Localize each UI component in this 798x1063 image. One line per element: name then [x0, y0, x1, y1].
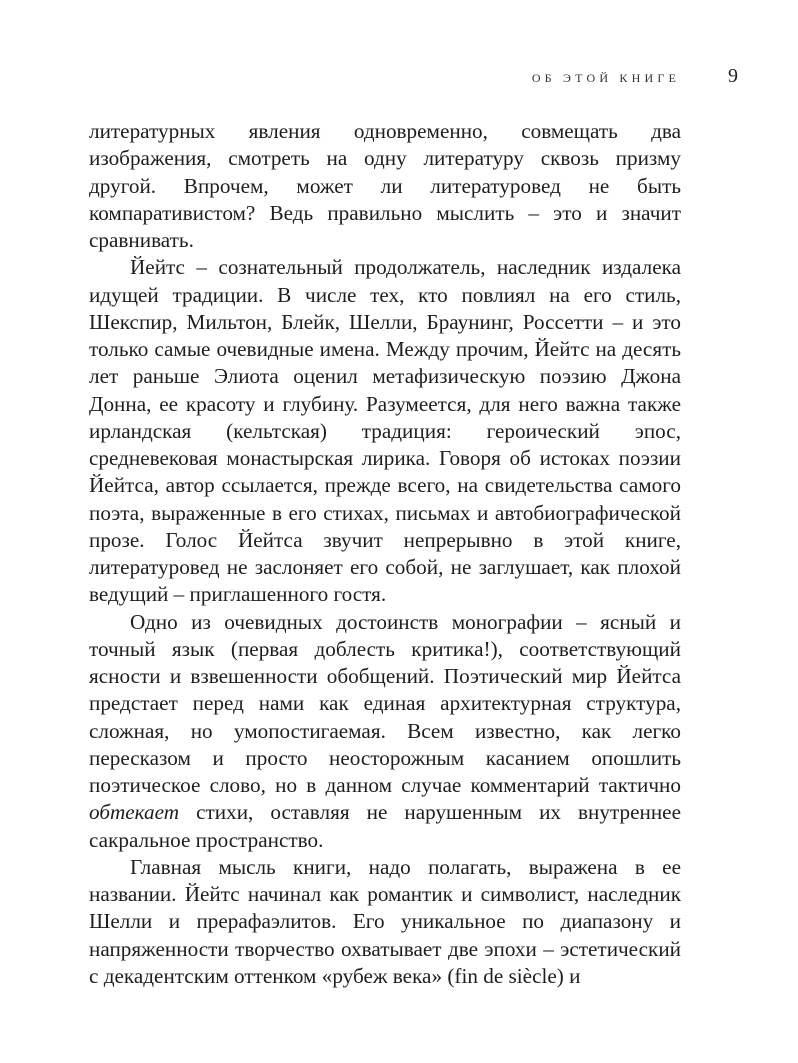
page-number: 9 — [728, 65, 738, 87]
paragraph-3 — [89, 609, 681, 854]
paragraph-2: Йейтс – сознательный продолжатель, наследник издалека идущей традиции. В числе тех, кто повлиял на его стиль, Шекспир, Мильтон, Блейк, Шелли, Браунинг, Россетти – и это только самые очевидные имена. Между прочим, Йейтс на десять лет раньше Элиота оценил метафизическую поэзию Джона Донна, ее красоту и глубину. Разумеется, для него важна также ирландская (кельтская) традиция: героический эпос, средневековая монастырская лирика. Говоря об истоках поэзии Йейтса, автор ссылается, прежде всего, на свидетельства самого поэта, выраженные в его стихах, письмах и автобиографической прозе. Голос Йейтса звучит непрерывно в этой книге, литературовед не заслоняет его собой, не заглушает, как плохой ведущий – приглашенного гостя. — [89, 255, 681, 607]
paragraph-3-part-2: стихи, оставляя не нарушенным их внутреннее сакральное пространство. — [89, 800, 681, 852]
italic-word: обтекает — [89, 800, 180, 825]
paragraph-3-part-1: Одно из очевидных достоинств монографии – ясный и точный язык (первая доблесть критика!), соответствующий ясности и взвешенности обобщений. Поэтический мир Йейтса предстает перед нами как единая архитектурная структура, сложная, но умопостигаемая. Всем известно, как легко пересказом и просто неосторожным касанием опошлить поэтическое слово, но в данном случае комментарий тактично — [89, 609, 681, 797]
running-head: ОБ ЭТОЙ КНИГЕ — [531, 71, 680, 85]
paragraph-1: литературных явления одновременно, совмещать два изображения, смотреть на одну литературу сквозь призму другой. Впрочем, может ли литературовед не быть компаративистом? Ведь правильно мыслить – это и значит сравнивать. — [89, 119, 681, 252]
paragraph-4: Главная мысль книги, надо полагать, выражена в ее названии. Йейтс начинал как романтик и символист, наследник Шелли и прерафаэлитов. Его уникальное по диапазону и напряженности творчество охватывает две эпохи – эстетический с декадентским оттенком «рубеж века» (fin de siècle) и — [89, 854, 681, 988]
body-text — [89, 118, 681, 990]
